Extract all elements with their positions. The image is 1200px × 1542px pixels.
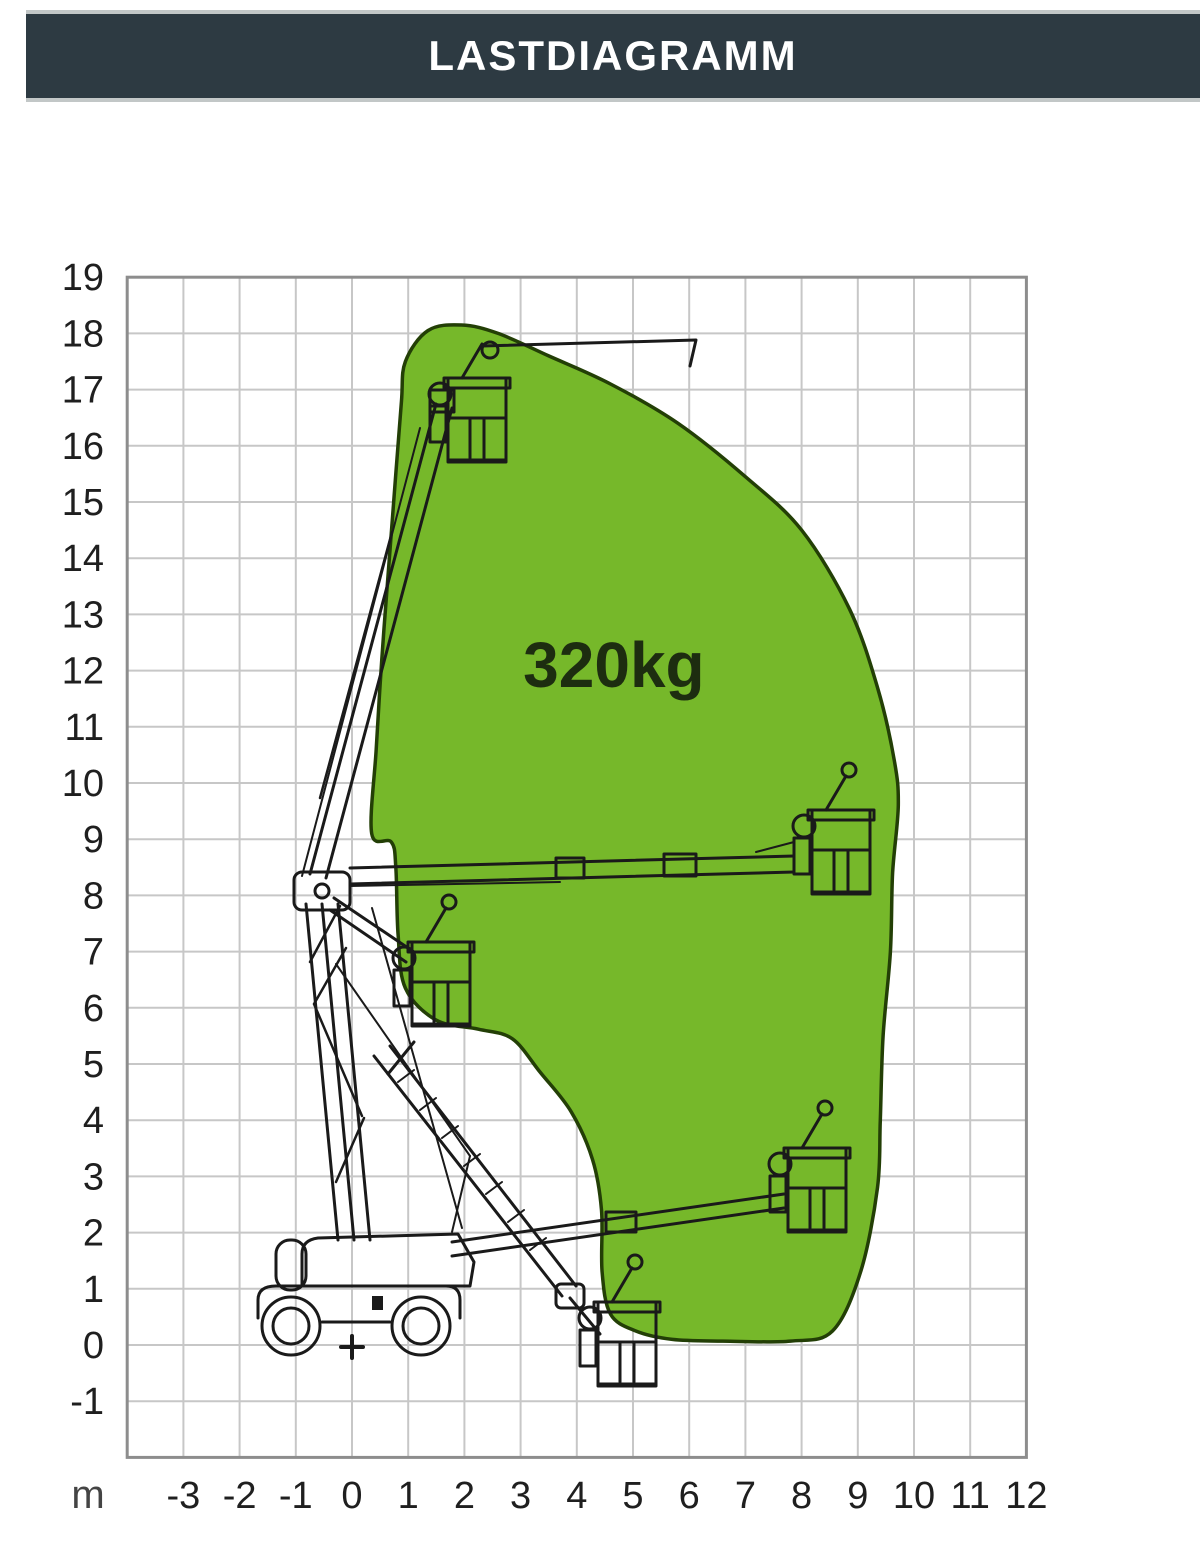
y-tick-label: 3: [82, 1156, 104, 1199]
y-tick-label: 5: [82, 1044, 104, 1086]
y-tick-label: 18: [61, 313, 104, 356]
y-tick-label: 1: [82, 1268, 104, 1311]
x-tick-label: 3: [510, 1475, 532, 1517]
x-tick-label: -2: [222, 1475, 257, 1517]
x-tick-label: 11: [950, 1475, 990, 1517]
y-tick-label: 11: [64, 706, 104, 749]
y-tick-label: 19: [61, 257, 104, 300]
x-tick-label: 9: [847, 1475, 869, 1517]
page-title: LASTDIAGRAMM: [428, 32, 798, 79]
y-tick-label: 13: [61, 594, 104, 637]
y-tick-label: 2: [82, 1212, 104, 1255]
x-tick-label: 0: [341, 1475, 363, 1517]
x-tick-label: 12: [1005, 1475, 1048, 1517]
capacity-label: 320kg: [523, 628, 705, 701]
y-tick-label: -1: [70, 1381, 104, 1424]
y-tick-label: 16: [61, 425, 104, 468]
y-tick-label: 7: [82, 931, 104, 974]
y-tick-label: 12: [61, 650, 104, 693]
x-tick-label: -1: [278, 1475, 313, 1517]
y-tick-label: 14: [61, 538, 104, 581]
x-tick-label: 2: [453, 1475, 475, 1517]
x-tick-label: 5: [622, 1475, 644, 1517]
y-tick-label: 6: [82, 987, 104, 1030]
y-tick-label: 8: [82, 875, 104, 918]
unit-label: m: [71, 1473, 105, 1517]
y-tick-label: 15: [61, 482, 104, 524]
y-tick-label: 4: [82, 1100, 104, 1143]
x-tick-label: -3: [166, 1475, 201, 1517]
x-tick-label: 7: [734, 1475, 756, 1517]
x-tick-label: 6: [678, 1475, 700, 1517]
y-tick-label: 9: [82, 819, 104, 862]
turret: [276, 1234, 474, 1290]
x-tick-label: 4: [566, 1475, 588, 1517]
x-tick-label: 10: [892, 1475, 936, 1517]
origin-cross-marker: [341, 1336, 363, 1358]
y-tick-label: 0: [82, 1325, 104, 1367]
y-tick-label: 10: [61, 763, 104, 805]
x-tick-label: 8: [791, 1475, 813, 1517]
x-tick-label: 1: [397, 1475, 419, 1517]
y-tick-label: 17: [61, 369, 104, 412]
